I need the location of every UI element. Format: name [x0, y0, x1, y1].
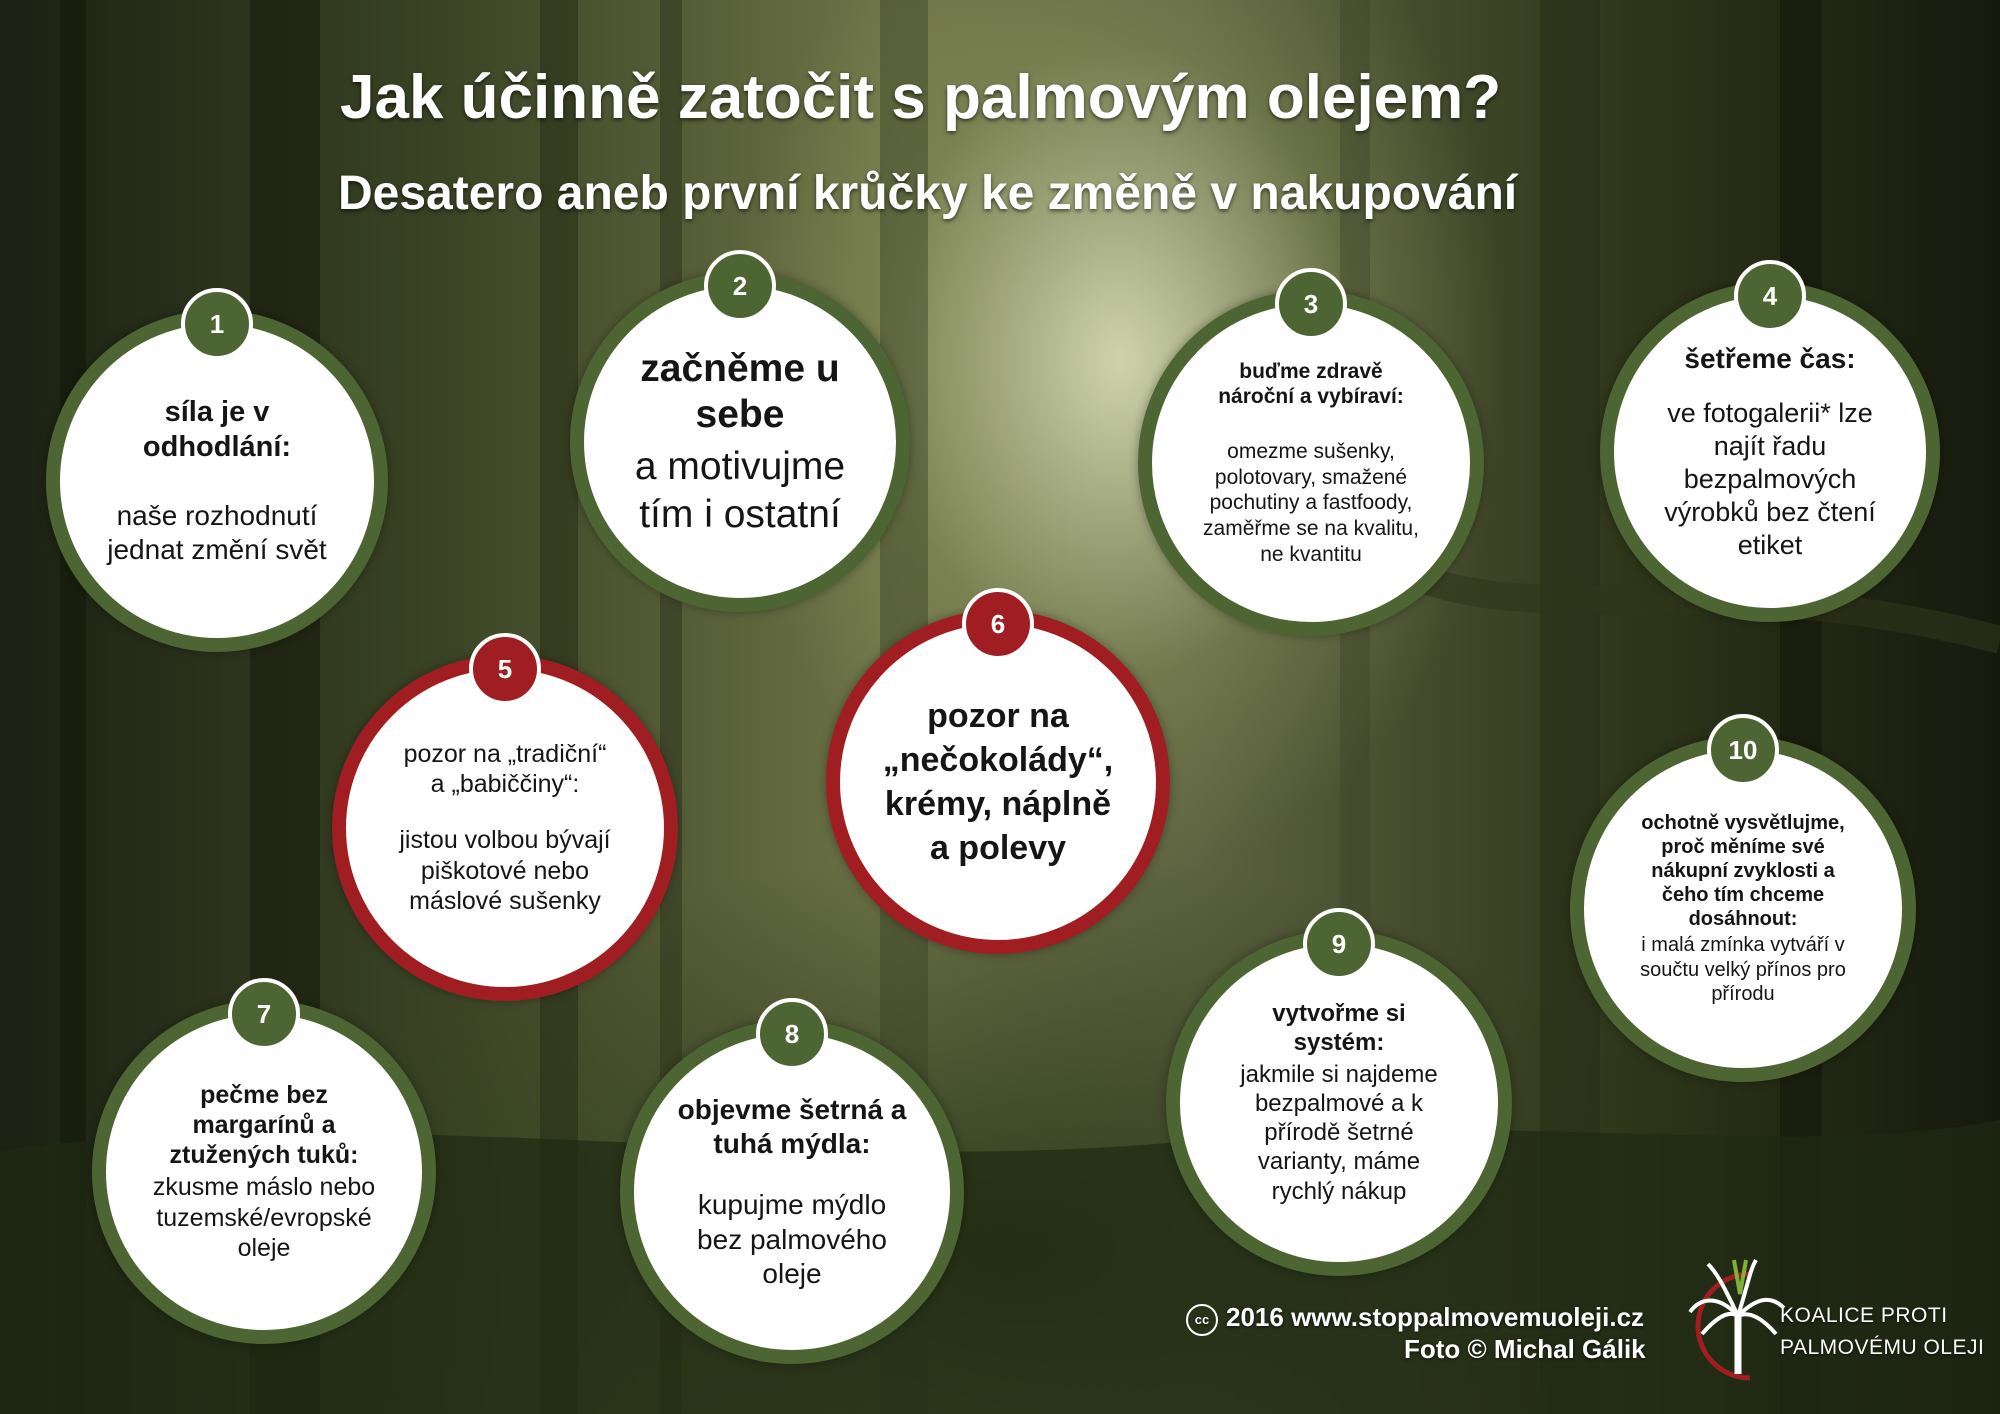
tip-text: kupujme mýdlo bez palmového oleje — [697, 1189, 887, 1289]
tip-heading: šetřeme čas: — [1684, 342, 1856, 374]
tip-number-badge: 7 — [228, 978, 300, 1050]
page-subtitle: Desatero aneb první krůčky ke změně v nakupování — [338, 167, 1518, 220]
page-title: Jak účinně zatočit s palmovým olejem? — [340, 63, 1502, 132]
tip-text: naše rozhodnutí jednat změní svět — [107, 499, 327, 565]
tip-heading: buďme zdravě nároční a vybíraví: — [1218, 359, 1404, 408]
tip-text: jakmile si najdeme bezpalmové a k přírodě šetrné varianty, máme rychlý nákup — [1240, 1060, 1438, 1205]
tip-number-badge: 9 — [1303, 908, 1375, 980]
tip-text: omezme sušenky, polotovary, smažené pochutiny a fastfoody, zaměřme se na kvalitu, ne kvantitu — [1203, 440, 1419, 566]
tip-number-badge: 3 — [1275, 268, 1347, 340]
tip-heading: ochotně vysvětlujme, proč měníme své nákupní zvyklosti a čeho tím chceme dosáhnout: — [1641, 812, 1845, 931]
tip-heading: pečme bez margarínů a ztužených tuků: — [169, 1081, 359, 1170]
tip-number-badge: 6 — [962, 588, 1034, 660]
tip-text: i malá zmínka vytváří v součtu velký přínos pro přírodu — [1640, 934, 1846, 1006]
tip-circle-9 — [1166, 930, 1512, 1276]
tip-heading: začněme u sebe — [640, 346, 840, 437]
tip-circle-5 — [332, 655, 678, 1001]
logo-line-1: KOALICE PROTI — [1780, 1304, 1948, 1327]
tip-number-badge: 2 — [704, 250, 776, 322]
tip-number-badge: 5 — [469, 633, 541, 705]
tip-heading: síla je v odhodlání: — [142, 396, 292, 463]
tip-number-badge: 1 — [181, 288, 253, 360]
copyright-line — [1186, 1302, 1644, 1336]
tip-number-badge: 10 — [1707, 714, 1779, 786]
coalition-logo-icon — [1688, 1254, 1788, 1384]
tip-circle-2 — [570, 272, 910, 612]
logo-line-2: PALMOVÉMU OLEJI — [1780, 1336, 1985, 1359]
tip-heading: vytvořme si systém: — [1272, 1000, 1406, 1056]
tip-circle-7 — [92, 1000, 436, 1344]
copyright-text: 2016 www.stoppalmovemuoleji.cz — [1226, 1302, 1645, 1332]
tip-circle-3 — [1138, 290, 1484, 636]
tip-number-badge: 8 — [756, 998, 828, 1070]
photo-credit: Foto © Michal Gálik — [1404, 1334, 1646, 1364]
tip-number-badge: 4 — [1734, 260, 1806, 332]
tip-circle-1 — [46, 310, 388, 652]
tip-text: zkusme máslo nebo tuzemské/evropské oleje — [152, 1173, 376, 1263]
tip-heading: pozor na „nečokolády“, krémy, náplně a polevy — [882, 696, 1114, 868]
tip-circle-10 — [1570, 736, 1916, 1082]
tip-text: ve fotogalerii* lze najít řadu bezpalmových výrobků bez čtení etiket — [1664, 398, 1876, 561]
tip-text: a motivujme tím i ostatní — [634, 445, 846, 536]
tip-heading: objevme šetrná a tuhá mýdla: — [677, 1094, 907, 1159]
creative-commons-icon: cc — [1186, 1304, 1218, 1336]
tip-heading: pozor na „tradiční“ a „babiččiny“: — [403, 740, 607, 799]
tip-circle-8 — [620, 1020, 964, 1364]
tip-text: jistou volbou bývají piškotové nebo máslové sušenky — [399, 826, 611, 916]
tip-circle-6 — [826, 610, 1170, 954]
tip-circle-4 — [1600, 282, 1940, 622]
